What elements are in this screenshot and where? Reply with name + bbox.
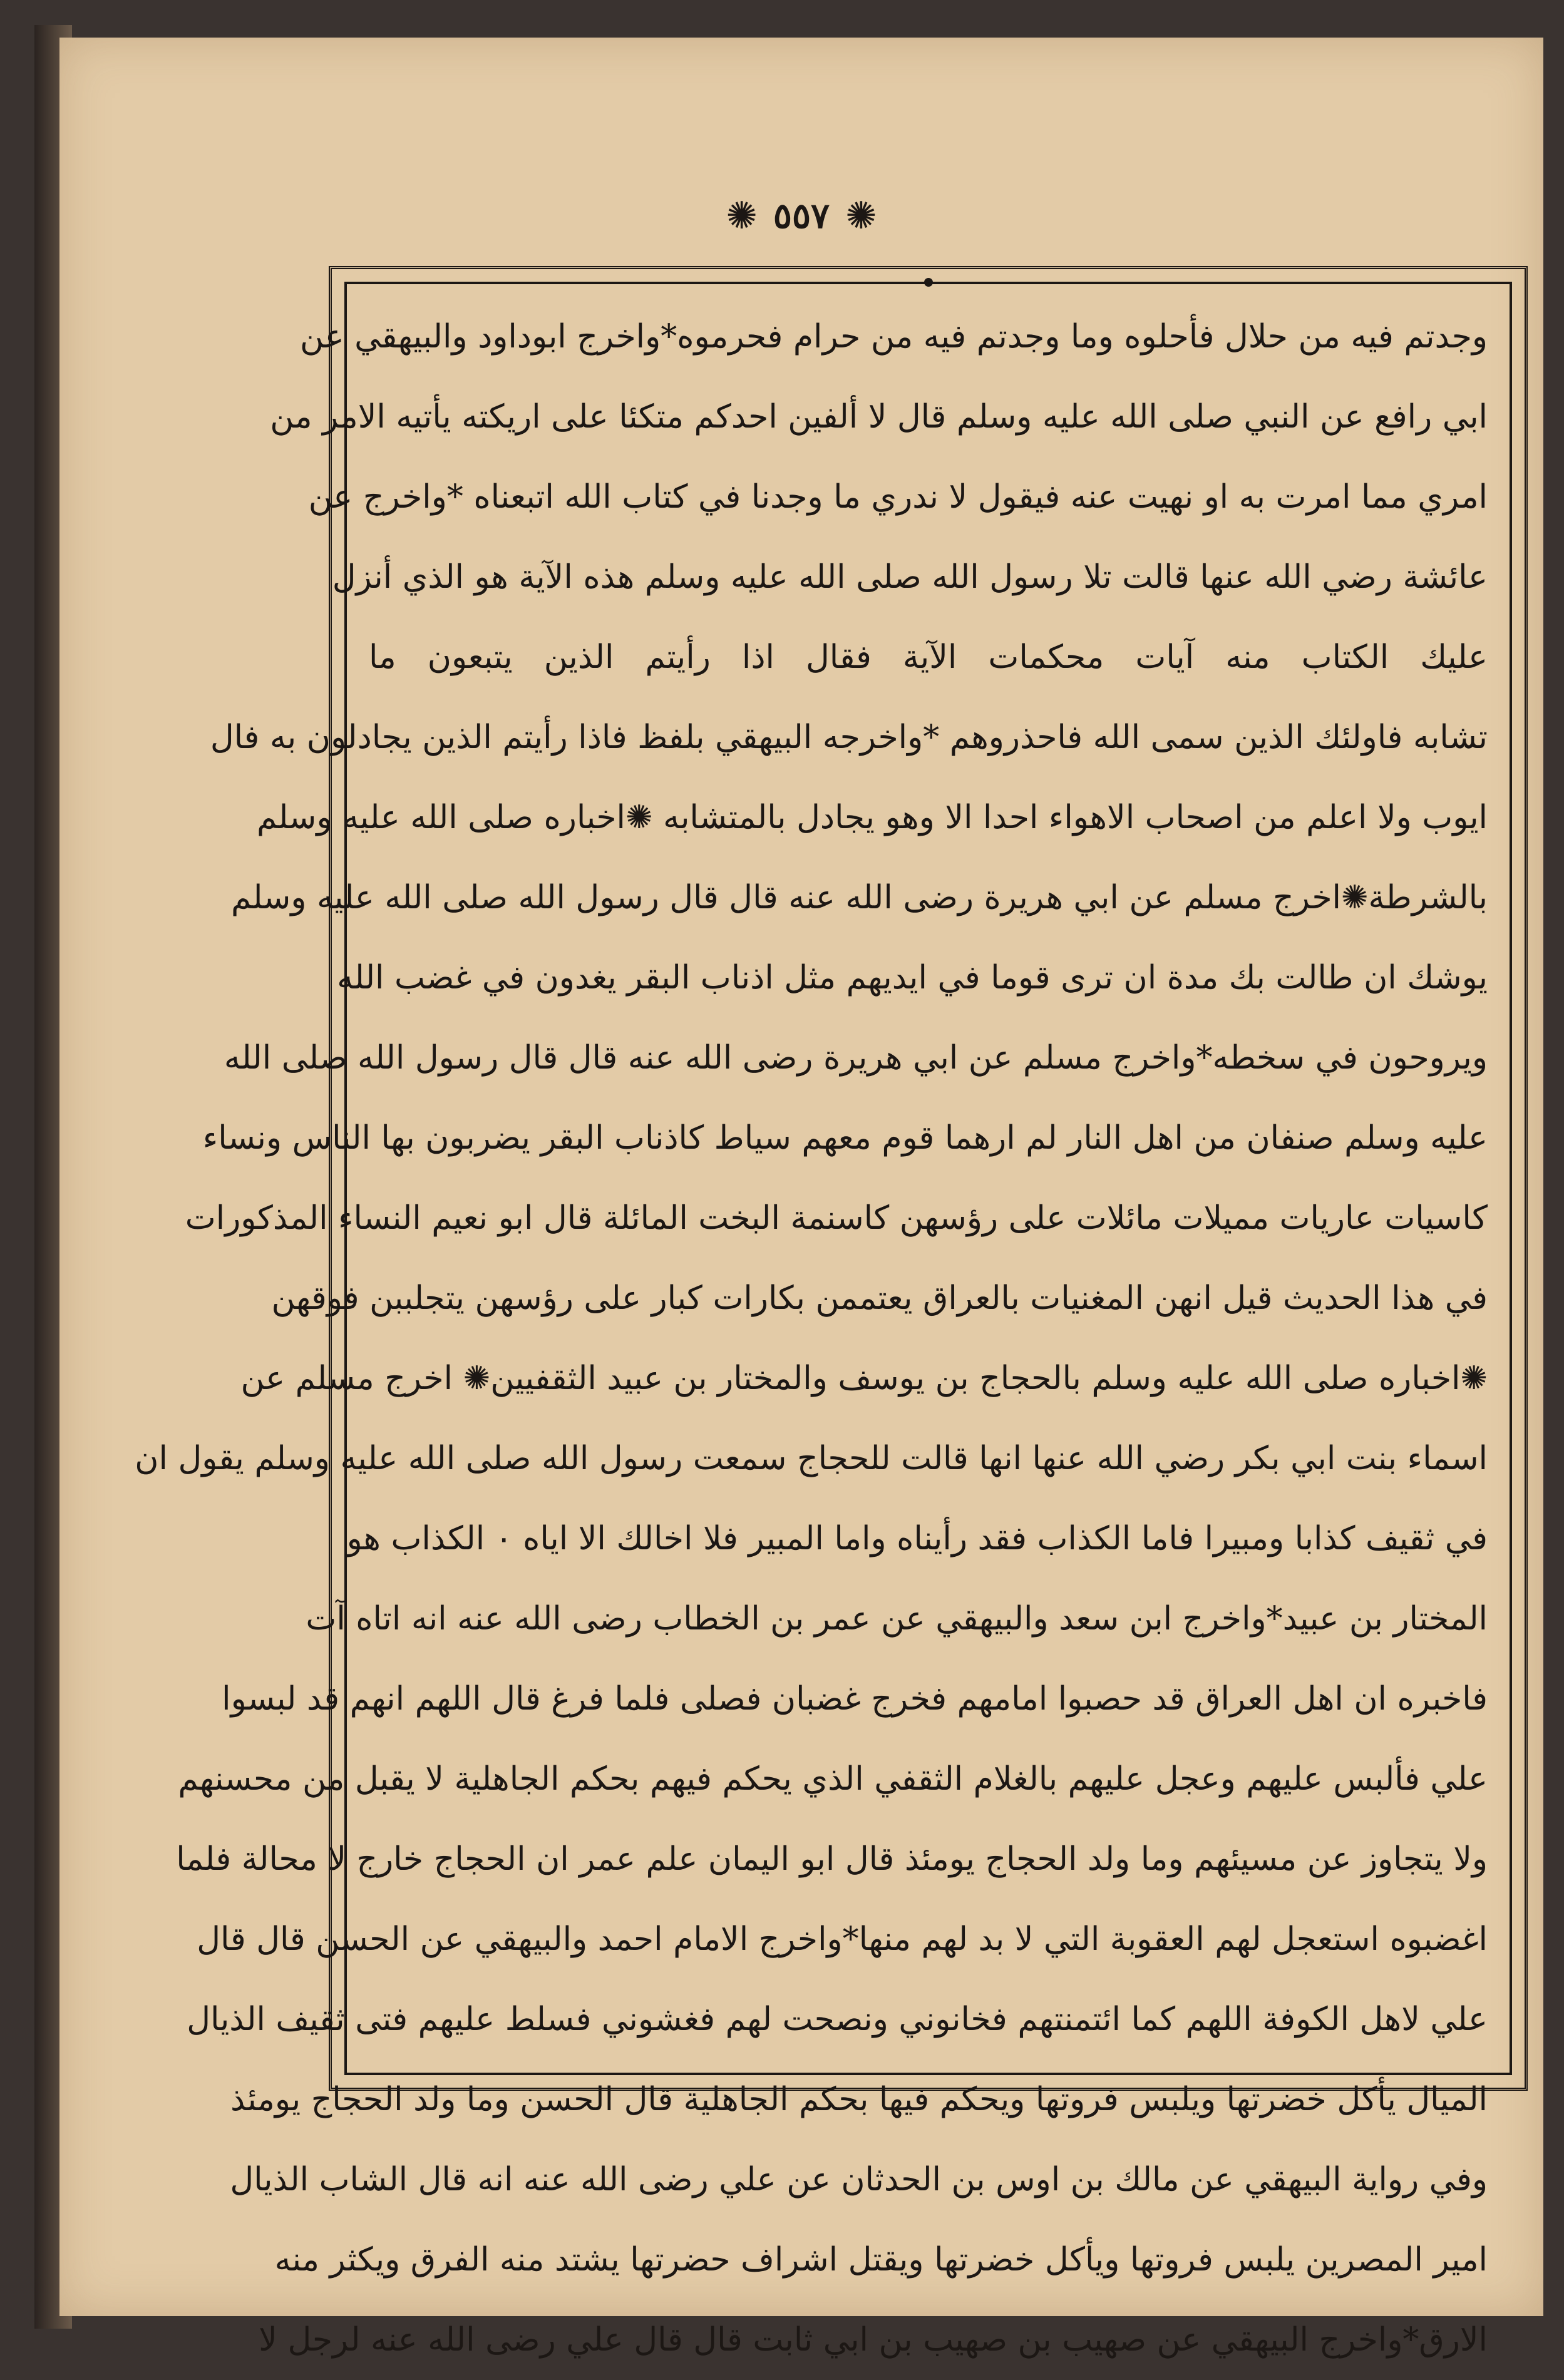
text-line: ✺اخباره صلى الله عليه وسلم بالحجاج بن يوسف والمختار بن عبيد الثقفيين✺ اخرج مسلم عن [240,1360,1488,1397]
page-number: ٥٥٧ [773,195,830,237]
text-line: بالشرطة✺اخرج مسلم عن ابي هريرة رضى الله عنه قال قال رسول الله صلى الله عليه وسلم [230,879,1488,916]
text-line: علي لاهل الكوفة اللهم كما ائتمنتهم فخانوني ونصحت لهم فغشوني فسلط عليهم فتى ثقيف الذيال [187,2001,1488,2038]
text-line: اغضبوه استعجل لهم العقوبة التي لا بد لهم منها*واخرج الامام احمد والبيهقي عن الحسن قال قال [197,1921,1488,1958]
text-line: امري مما امرت به او نهيت عنه فيقول لا ندري ما وجدنا في كتاب الله اتبعناه *واخرج عن [308,478,1488,516]
text-line: تشابه فاولئك الذين سمى الله فاحذروهم *واخرجه البيهقي بلفظ فاذا رأيتم الذين يجادلون به فال [210,719,1488,756]
text-line: عائشة رضي الله عنها قالت تلا رسول الله صلى الله عليه وسلم هذه الآية هو الذي أنزل [332,558,1488,596]
book-page [59,38,1543,2359]
text-line: ابي رافع عن النبي صلى الله عليه وسلم قال لا ألفين احدكم متكئا على اريكته يأتيه الامر من [270,398,1488,436]
text-line: الارق*واخرج البيهقي عن صهيب بن صهيب بن ابي ثابت قال قال علي رضى الله عنه لرجل لا [259,2321,1488,2359]
text-line: في ثقيف كذابا ومبيرا فاما الكذاب فقد رأيناه واما المبير فلا اخالك الا اياه ٠ الكذاب هو [346,1520,1488,1557]
right-ornament-icon: ✺ [845,194,877,238]
text-line: امير المصرين يلبس فروتها ويأكل خضرتها ويقتل اشراف حضرتها يشتد منه الفرق ويكثر منه [274,2241,1488,2279]
left-ornament-icon: ✺ [726,194,758,238]
frame-ornament-dot [924,278,933,287]
text-line: وجدتم فيه من حلال فأحلوه وما وجدتم فيه من حرام فحرموه*واخرج ابوداود والبيهقي عن [300,318,1488,356]
text-line: عليك الكتاب منه آيات محكمات الآية فقال اذا رأيتم الذين يتبعون ما [369,639,1488,676]
text-body [135,297,1488,2359]
text-line: يوشك ان طالت بك مدة ان ترى قوما في ايديهم مثل اذناب البقر يغدون في غضب الله [337,959,1488,997]
text-line: الميال يأكل خضرتها ويلبس فروتها ويحكم فيها بحكم الجاهلية قال الحسن وما ولد الحجاج يومئذ [230,2081,1488,2118]
text-line: عليه وسلم صنفان من اهل النار لم ارهما قوم معهم سياط كاذناب البقر يضربون بها الناس ونساء [202,1119,1488,1157]
text-line: علي فألبس عليهم وعجل عليهم بالغلام الثقفي الذي يحكم فيهم بحكم الجاهلية لا يقبل من محسنهم [178,1760,1488,1798]
text-line: ويروحون في سخطه*واخرج مسلم عن ابي هريرة رضى الله عنه قال قال رسول الله صلى الله [224,1039,1488,1077]
text-frame-inner [135,282,1512,2359]
page-header [59,194,1543,238]
text-line: في هذا الحديث قيل انهن المغنيات بالعراق يعتممن بكارات كبار على رؤسهن يتجلببن فوقهن [271,1280,1488,1317]
text-line: ايوب ولا اعلم من اصحاب الاهواء احدا الا وهو يجادل بالمتشابه ✺اخباره صلى الله عليه وسلم [256,799,1488,836]
text-line: كاسيات عاريات مميلات مائلات على رؤسهن كاسنمة البخت المائلة قال ابو نعيم النساء المذكورات [185,1199,1488,1237]
text-line: فاخبره ان اهل العراق قد حصبوا امامهم فخرج غضبان فصلى فلما فرغ قال اللهم انهم قد لبسوا [222,1680,1488,1718]
text-line: وفي رواية البيهقي عن مالك بن اوس بن الحدثان عن علي رضى الله عنه انه قال الشاب الذيال [230,2161,1488,2198]
text-line: ولا يتجاوز عن مسيئهم وما ولد الحجاج يومئذ قال ابو اليمان علم عمر ان الحجاج خارج لا محالة فلما [176,1840,1488,1878]
text-line: اسماء بنت ابي بكر رضي الله عنها انها قالت للحجاج سمعت رسول الله صلى الله عليه وسلم يقول ان [135,1440,1488,1477]
text-line: المختار بن عبيد*واخرج ابن سعد والبيهقي عن عمر بن الخطاب رضى الله عنه انه اتاه آت [306,1600,1488,1638]
text-frame [135,266,1528,2359]
